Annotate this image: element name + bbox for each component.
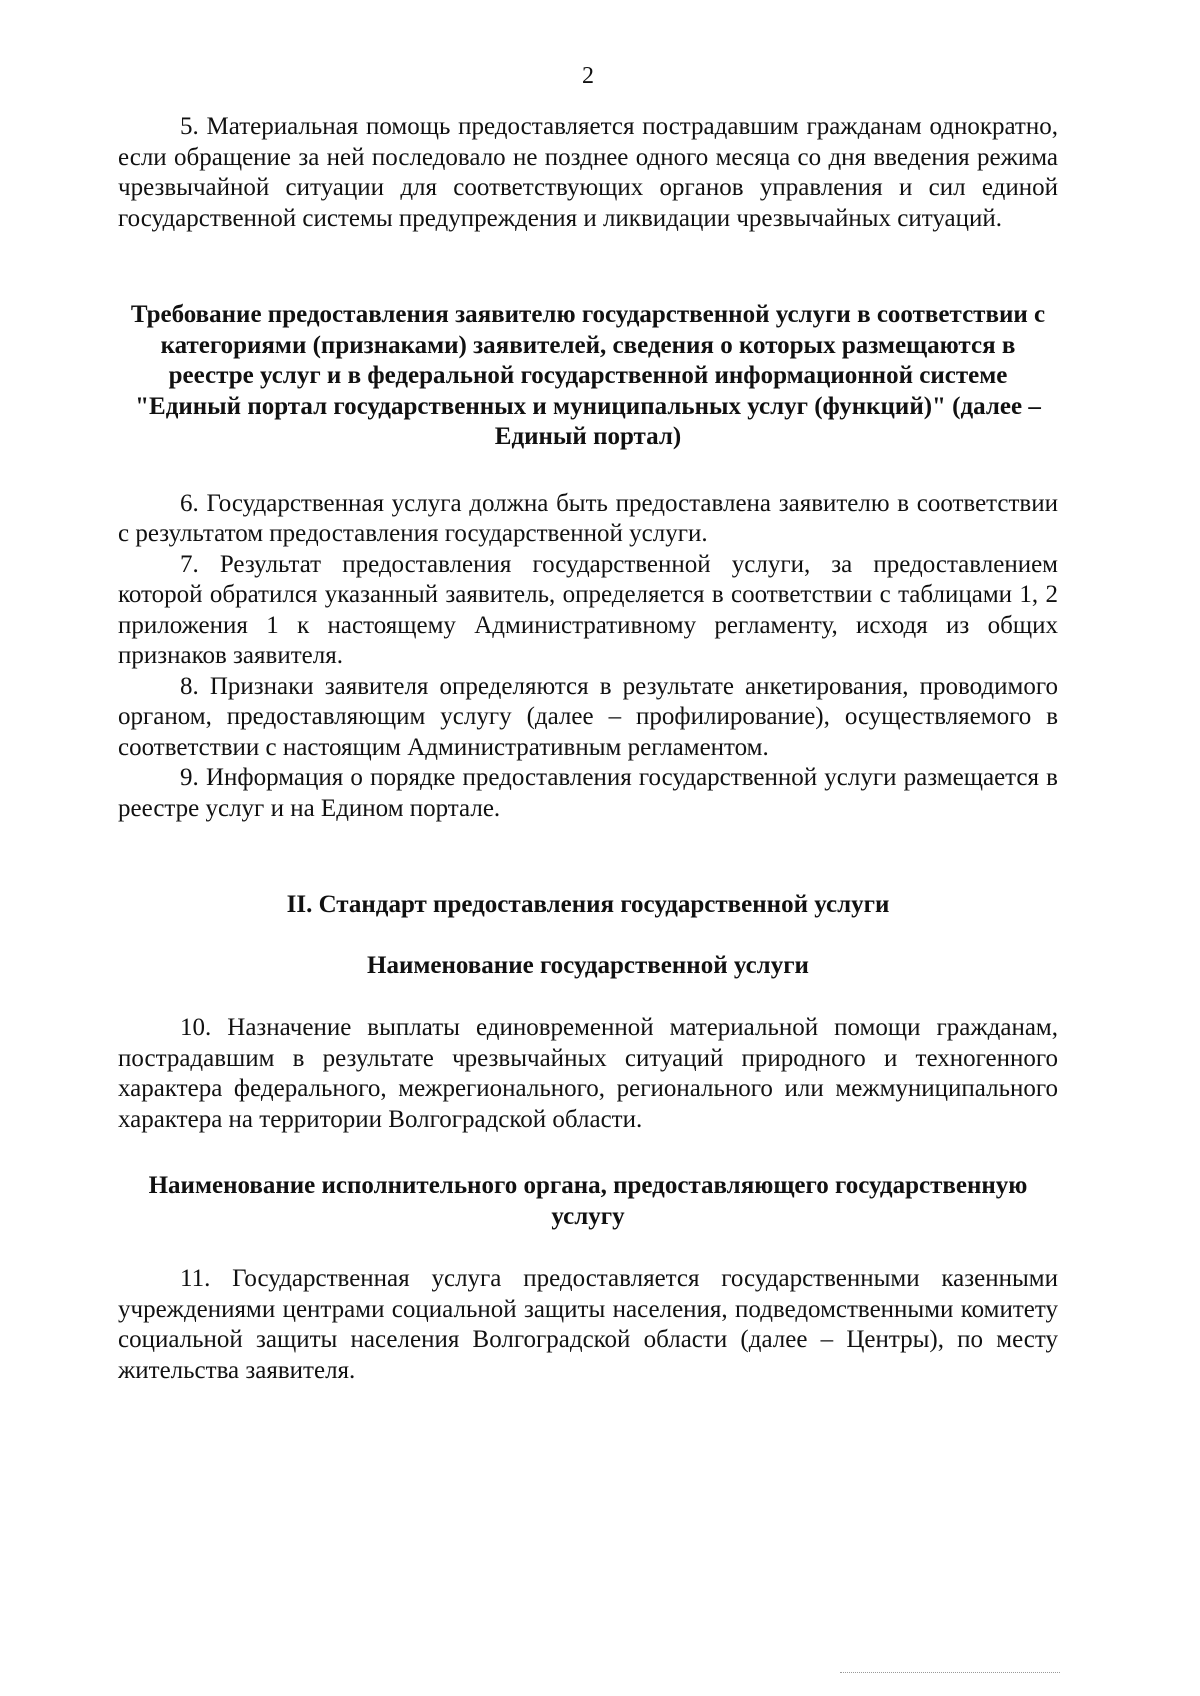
paragraph-9: 9. Информация о порядке предоставления государственной услуги размещается в реестре услуг и на Едином портале. [118,764,1058,822]
page-number: 2 [582,63,594,89]
scan-artifact-line [840,1672,1060,1673]
heading-requirement: Требование предоставления заявителю государственной услуги в соответствии с категориями (признаками) заявителей, сведения о которых размещаются в реестре услуг и в федеральной государственной информационной системе "Единый портал государственных и муниципальных услуг (функций)" (далее – Единый портал) [130,301,1046,450]
heading-section-2: II. Стандарт предоставления государственной услуги [286,891,890,918]
paragraph-8: 8. Признаки заявителя определяются в результате анкетирования, проводимого органом, предоставляющим услугу (далее – профилирование), осуществляемого в соответствии с настоящим Административным регламентом. [118,672,1058,761]
paragraph-11: 11. Государственная услуга предоставляется государственными казенными учреждениями центрами социальной защиты населения, подведомственными комитету социальной защиты населения Волгоградской области (далее – Центры), по месту жительства заявителя. [118,1265,1058,1384]
heading-service-name: Наименование государственной услуги [367,951,809,979]
heading-executive-body: Наименование исполнительного органа, предоставляющего государственную услугу [148,1172,1028,1230]
paragraph-6: 6. Государственная услуга должна быть предоставлена заявителю в соответствии с результатом предоставления государственной услуги. [118,489,1058,547]
paragraph-10: 10. Назначение выплаты единовременной материальной помощи гражданам, пострадавшим в результате чрезвычайных ситуаций природного и техногенного характера федерального, межрегионального, регионального или межмуниципального характера на территории Волгоградской области. [118,1014,1058,1133]
document-page [118,62,1058,1386]
paragraph-5: 5. Материальная помощь предоставляется пострадавшим гражданам однократно, если обращение за ней последовало не позднее одного месяца со дня введения режима чрезвычайной ситуации для соответствующих органов управления и сил единой государственной системы предупреждения и ликвидации чрезвычайных ситуаций. [118,113,1058,232]
paragraph-7: 7. Результат предоставления государственной услуги, за предоставлением которой обратился указанный заявитель, определяется в соответствии с таблицами 1, 2 приложения 1 к настоящему Административному регламенту, исходя из общих признаков заявителя. [118,550,1058,669]
